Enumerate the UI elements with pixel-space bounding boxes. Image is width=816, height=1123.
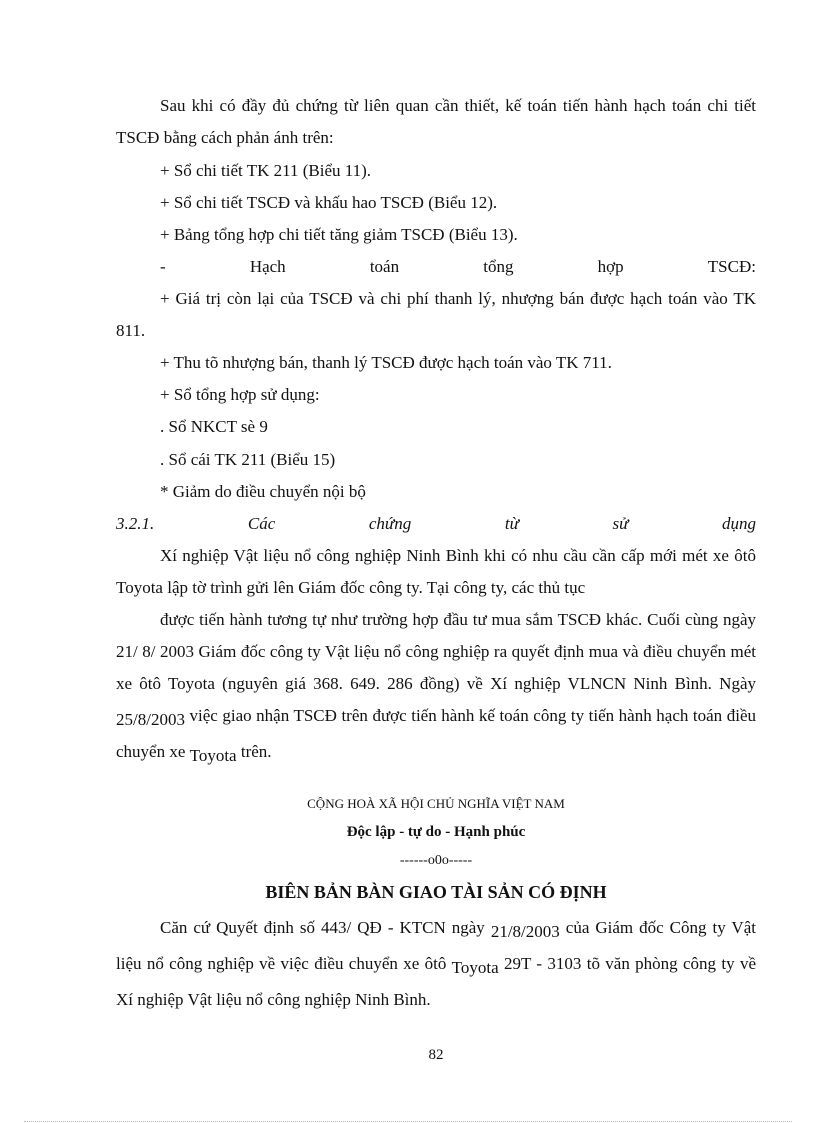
list-item-bang-tong-hop: + Bảng tổng hợp chi tiết tăng giảm TSCĐ (Biểu 13). xyxy=(160,225,518,244)
list-item-so-cai: . Sổ cái TK 211 (Biểu 15) xyxy=(160,450,336,469)
list-item-so-tong-hop: + Sổ tổng hợp sử dụng: xyxy=(160,385,320,404)
header-country: CỘNG HOÀ XÃ HỘI CHỦ NGHĨA VIỆT NAM xyxy=(307,796,565,811)
heading-hach-toan-tong-hop: - Hạch toán tổng hợp TSCĐ: xyxy=(160,257,756,276)
list-item-tscd-khauhao: + Sổ chi tiết TSCĐ và khấu hao TSCĐ (Biểu 12). xyxy=(160,193,498,212)
paragraph-gia-tri-con-lai: + Giá trị còn lại của TSCĐ và chi phí thanh lý, nhượng bán được hạch toán vào TK 811. xyxy=(116,289,756,340)
list-item-giam-dieu-chuyen: * Giảm do điều chuyển nội bộ xyxy=(160,482,366,501)
header-motto: Độc lập - tự do - Hạnh phúc xyxy=(346,824,526,840)
paragraph-nhu-cau: Xí nghiệp Vật liệu nổ công nghiệp Ninh Bình khi có nhu cầu cần cấp mới mét xe ôtô Toyota lập tờ trình gửi lên Giám đốc công ty. Tại công ty, các thủ tục xyxy=(116,546,756,597)
page-number: 82 xyxy=(428,1047,444,1063)
section-heading-3-2-1: 3.2.1. Các chứng từ sử dụng xyxy=(116,514,756,533)
list-item-thu-nhuong-ban: + Thu tõ nhượng bán, thanh lý TSCĐ được hạch toán vào TK 711. xyxy=(160,353,612,372)
list-item-tk211: + Sổ chi tiết TK 211 (Biểu 11). xyxy=(160,161,372,180)
paragraph-dieu-chuyen: được tiến hành tương tự như trường hợp đầu tư mua sắm TSCĐ khác. Cuối cùng ngày 21/ 8/ 2003 Giám đốc công ty Vật liệu nổ công nghiệp ra quyết định mua và điều chuyển mét xe ôtô Toyota (nguyên giá 368. 649. 286 đồng) về Xí nghiệp VLNCN Ninh Bình. Ngày 25/8/2003 việc giao nhận TSCĐ trên được tiến hành kế toán công ty tiến hành hạch toán điều chuyển xe Toyota trên. xyxy=(116,610,756,765)
header-separator: ------o0o----- xyxy=(399,853,473,868)
document-title: BIÊN BẢN BÀN GIAO TÀI SẢN CÓ ĐỊNH xyxy=(265,882,607,902)
paragraph-can-cu: Căn cứ Quyết định số 443/ QĐ - KTCN ngày 21/8/2003 của Giám đốc Công ty Vật liệu nổ công nghiệp về việc điều chuyển xe ôtô Toyota 29T - 3103 tõ văn phòng công ty về Xí nghiệp Vật liệu nổ công nghiệp Ninh Bình. xyxy=(116,918,756,1009)
paragraph-intro: Sau khi có đầy đủ chứng từ liên quan cần thiết, kế toán tiến hành hạch toán chi tiết TSCĐ bằng cách phản ánh trên: xyxy=(116,96,756,147)
page-bottom-divider xyxy=(24,1121,792,1122)
list-item-nkct: . Sổ NKCT sè 9 xyxy=(160,417,268,436)
